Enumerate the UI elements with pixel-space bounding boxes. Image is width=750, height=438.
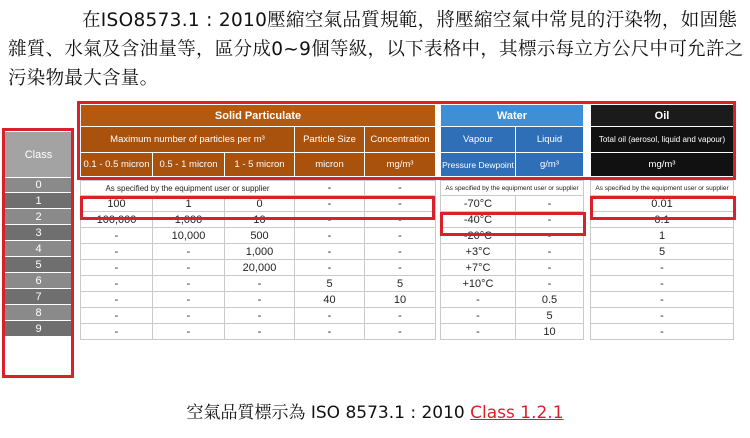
notation-prefix: 空氣品質標示為 ISO 8573.1 : 2010 xyxy=(186,403,471,423)
solid-cell: 0 xyxy=(225,196,295,212)
table-row xyxy=(81,276,436,292)
solid-cell: - xyxy=(225,308,295,324)
solid-cell: - xyxy=(81,324,153,340)
solid-cell: - xyxy=(153,308,225,324)
water-cell: - xyxy=(516,228,584,244)
water-cell: - xyxy=(516,276,584,292)
oil-cell: - xyxy=(591,276,734,292)
solid-cell: - xyxy=(295,308,365,324)
table-row xyxy=(441,308,584,324)
table-row xyxy=(591,308,734,324)
concentration-header: Concentration xyxy=(365,127,436,153)
solid-cell: - xyxy=(295,324,365,340)
water-cell: +3°C xyxy=(441,244,516,260)
solid-cell: 10,000 xyxy=(153,228,225,244)
oil-cell: 1 xyxy=(591,228,734,244)
water-cell: 5 xyxy=(516,308,584,324)
solid-cell: - xyxy=(225,292,295,308)
solid-cell: 1 xyxy=(153,196,225,212)
class-label-4: 4 xyxy=(5,241,73,257)
solid-cell: - xyxy=(81,260,153,276)
table-row xyxy=(441,292,584,308)
solid-cell: - xyxy=(365,308,436,324)
solid-cell: - xyxy=(225,324,295,340)
water-cell: - xyxy=(441,308,516,324)
table-row xyxy=(81,244,436,260)
water-cell: - xyxy=(441,292,516,308)
table-row xyxy=(81,212,436,228)
class-label-8: 8 xyxy=(5,305,73,321)
pressure-dewpoint-header: Pressure Dewpoint xyxy=(441,153,516,177)
class-label-7: 7 xyxy=(5,289,73,305)
solid-cell: 100 xyxy=(81,196,153,212)
solid-particulate-panel xyxy=(80,104,436,340)
solid-cell: 5 xyxy=(295,276,365,292)
oil-class0-spec: As specified by the equipment user or supplier xyxy=(591,181,734,196)
table-row xyxy=(441,244,584,260)
table-row xyxy=(81,324,436,340)
oil-title: Oil xyxy=(591,105,734,127)
solid-cell: 500 xyxy=(225,228,295,244)
table-row xyxy=(441,260,584,276)
water-title: Water xyxy=(441,105,584,127)
oil-cell: 5 xyxy=(591,244,734,260)
water-cell: - xyxy=(516,196,584,212)
solid-cell: 1,000 xyxy=(225,244,295,260)
water-cell: +10°C xyxy=(441,276,516,292)
solid-particulate-title: Solid Particulate xyxy=(81,105,436,127)
table-row xyxy=(441,196,584,212)
class-label-0: 0 xyxy=(5,178,73,193)
intro-paragraph: 在ISO8573.1 : 2010壓縮空氣品質規範，將壓縮空氣中常見的汙染物，如固態雜質、水氣及含油量等，區分成0~9個等級，以下表格中，其標示每立方公尺中可允許之污染物最大含量。 xyxy=(8,10,744,89)
solid-cell: - xyxy=(81,228,153,244)
table-row xyxy=(81,260,436,276)
solid-cell: - xyxy=(153,276,225,292)
water-cell: 0.5 xyxy=(516,292,584,308)
water-unit-header: g/m³ xyxy=(516,153,584,177)
class-label-9: 9 xyxy=(5,321,73,337)
solid-cell: 10 xyxy=(365,292,436,308)
water-cell: -40°C xyxy=(441,212,516,228)
sub-header-0.5-1: 0.5 - 1 micron xyxy=(153,153,225,177)
water-cell: - xyxy=(441,324,516,340)
table-row xyxy=(591,292,734,308)
solid-cell: - xyxy=(81,292,153,308)
oil-cell: - xyxy=(591,260,734,276)
solid-cell: 40 xyxy=(295,292,365,308)
table-row xyxy=(591,228,734,244)
water-cell: -20°C xyxy=(441,228,516,244)
class-label-2: 2 xyxy=(5,209,73,225)
table-row xyxy=(591,276,734,292)
solid-cell: - xyxy=(295,228,365,244)
solid-cell: - xyxy=(365,212,436,228)
oil-cell: - xyxy=(591,292,734,308)
solid-cell: - xyxy=(365,244,436,260)
table-row xyxy=(591,212,734,228)
solid-rows xyxy=(81,196,436,340)
class-label-1: 1 xyxy=(5,193,73,209)
table-row xyxy=(81,308,436,324)
water-cell: - xyxy=(516,260,584,276)
solid-cell: 100,000 xyxy=(81,212,153,228)
water-cell: - xyxy=(516,244,584,260)
sub-header-1-5: 1 - 5 micron xyxy=(225,153,295,177)
table-row xyxy=(441,212,584,228)
table-row xyxy=(591,244,734,260)
water-cell: +7°C xyxy=(441,260,516,276)
air-quality-notation xyxy=(0,398,750,423)
vapour-header: Vapour xyxy=(441,127,516,153)
water-cell: -70°C xyxy=(441,196,516,212)
solid-cell: - xyxy=(365,196,436,212)
solid-cell: - xyxy=(365,260,436,276)
oil-cell: 0.1 xyxy=(591,212,734,228)
sub-header-mg-m3: mg/m³ xyxy=(365,153,436,177)
table-row xyxy=(441,228,584,244)
sub-header-0.1-0.5: 0.1 - 0.5 micron xyxy=(81,153,153,177)
oil-cell: - xyxy=(591,308,734,324)
particle-size-header: Particle Size xyxy=(295,127,365,153)
liquid-header: Liquid xyxy=(516,127,584,153)
solid-cell: 10 xyxy=(225,212,295,228)
water-panel xyxy=(440,104,584,340)
table-row xyxy=(441,276,584,292)
table-row xyxy=(81,292,436,308)
class-column xyxy=(4,131,72,337)
oil-unit-header: mg/m³ xyxy=(591,153,734,177)
table-row xyxy=(591,196,734,212)
solid-class0-conc: - xyxy=(365,181,436,196)
class-notation-highlight: Class 1.2.1 xyxy=(470,403,564,423)
solid-cell: - xyxy=(295,212,365,228)
table-row xyxy=(591,260,734,276)
oil-cell: 0.01 xyxy=(591,196,734,212)
solid-cell: - xyxy=(153,260,225,276)
table-row xyxy=(441,324,584,340)
water-cell: - xyxy=(516,212,584,228)
solid-cell: - xyxy=(153,292,225,308)
solid-cell: - xyxy=(225,276,295,292)
solid-cell: - xyxy=(81,308,153,324)
solid-cell: - xyxy=(153,324,225,340)
sub-header-micron: micron xyxy=(295,153,365,177)
solid-class0-spec: As specified by the equipment user or supplier xyxy=(81,181,295,196)
solid-cell: 5 xyxy=(365,276,436,292)
table-row xyxy=(81,228,436,244)
solid-cell: 20,000 xyxy=(225,260,295,276)
water-class0-spec: As specified by the equipment user or supplier xyxy=(441,181,584,196)
solid-class0-size: - xyxy=(295,181,365,196)
solid-cell: - xyxy=(365,228,436,244)
solid-cell: - xyxy=(153,244,225,260)
class-label-6: 6 xyxy=(5,273,73,289)
solid-cell: - xyxy=(81,244,153,260)
table-row xyxy=(81,196,436,212)
max-particles-header: Maximum number of particles per m³ xyxy=(81,127,295,153)
water-cell: 10 xyxy=(516,324,584,340)
table-row xyxy=(591,324,734,340)
solid-cell: 1,000 xyxy=(153,212,225,228)
solid-cell: - xyxy=(365,324,436,340)
class-label-5: 5 xyxy=(5,257,73,273)
solid-cell: - xyxy=(295,260,365,276)
solid-cell: - xyxy=(295,196,365,212)
oil-panel xyxy=(590,104,734,340)
solid-cell: - xyxy=(295,244,365,260)
total-oil-header: Total oil (aerosol, liquid and vapour) xyxy=(591,127,734,153)
solid-cell: - xyxy=(81,276,153,292)
class-header: Class xyxy=(5,132,73,178)
oil-cell: - xyxy=(591,324,734,340)
class-label-3: 3 xyxy=(5,225,73,241)
